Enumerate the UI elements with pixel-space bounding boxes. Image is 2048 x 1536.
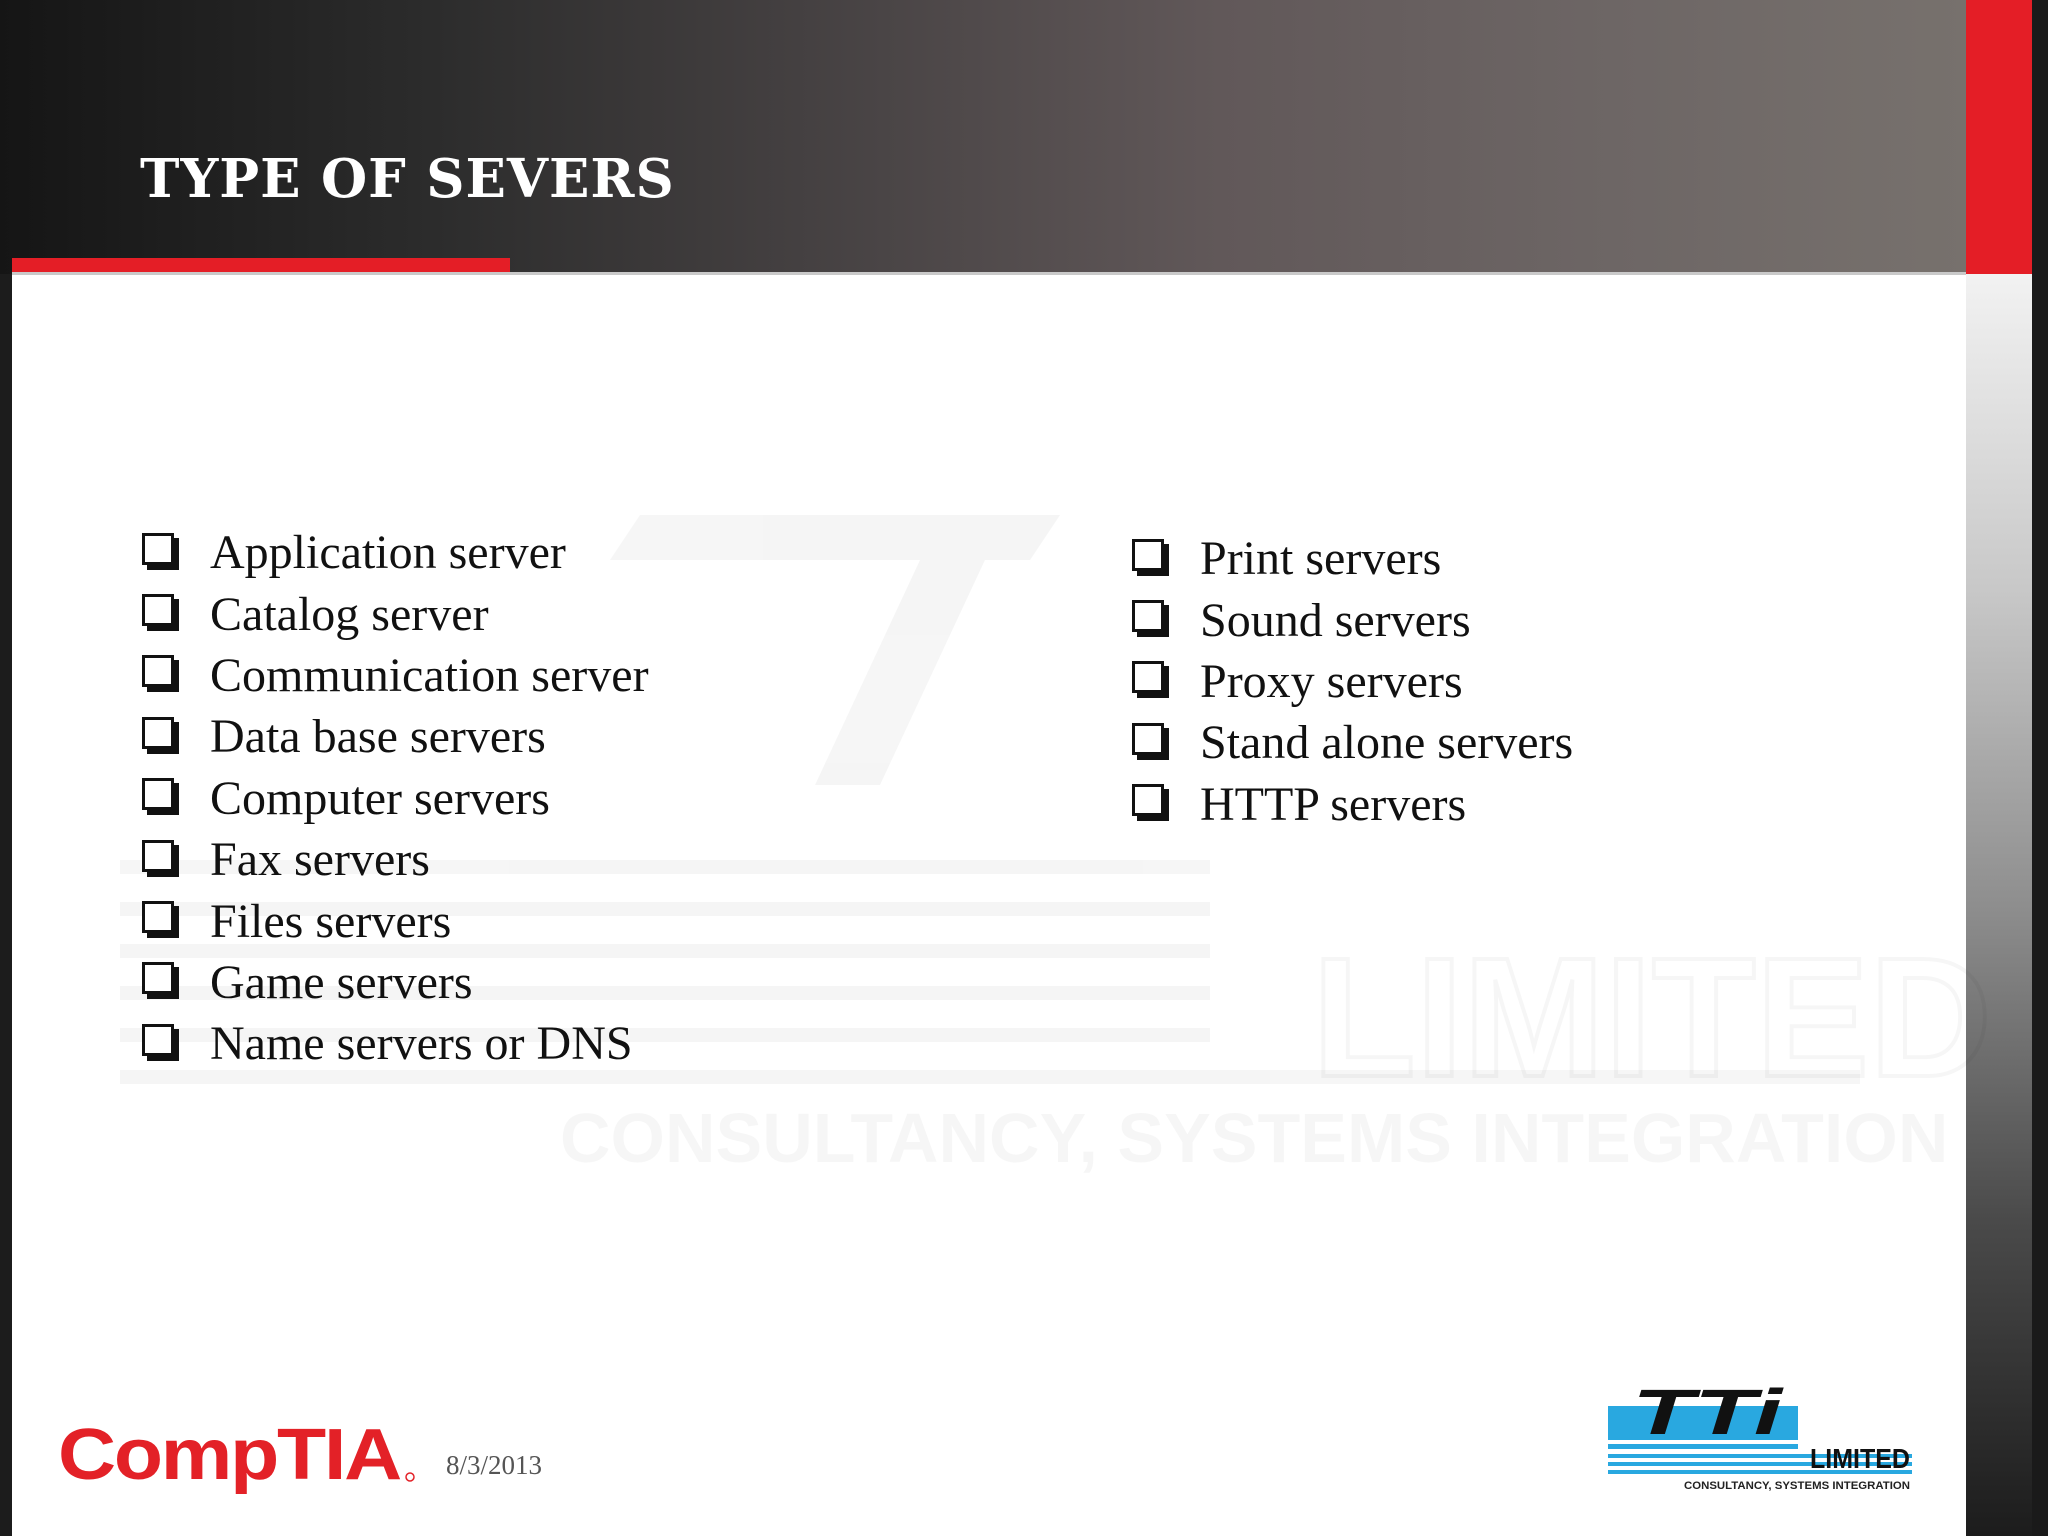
header-divider	[12, 272, 1966, 275]
list-item	[1132, 528, 1573, 589]
server-list-right	[1132, 528, 1573, 835]
list-item-label: Game servers	[210, 955, 473, 1009]
list-item	[142, 706, 649, 767]
list-item	[1132, 589, 1573, 650]
checkbox-icon	[142, 901, 174, 933]
comptia-logo	[58, 1415, 418, 1497]
checkbox-icon	[1132, 723, 1164, 755]
list-item	[142, 1013, 649, 1074]
checkbox-icon	[1132, 600, 1164, 632]
list-item	[142, 522, 649, 583]
right-gradient-bar	[1966, 274, 2032, 1536]
list-item	[142, 645, 649, 706]
list-item-label: Print servers	[1200, 532, 1442, 586]
comptia-logo-text: CompTIA	[58, 1415, 402, 1495]
list-item-label: Stand alone servers	[1200, 716, 1574, 770]
tti-limited-text: LIMITED	[1810, 1443, 1910, 1474]
slide-date: 8/3/2013	[446, 1450, 543, 1480]
checkbox-icon	[142, 533, 174, 565]
list-item	[142, 768, 649, 829]
list-item-label: Fax servers	[210, 833, 430, 887]
list-item-label: Computer servers	[210, 771, 550, 825]
list-item	[142, 952, 649, 1013]
checkbox-icon	[142, 594, 174, 626]
list-item	[1132, 712, 1573, 773]
tti-tagline: CONSULTANCY, SYSTEMS INTEGRATION	[1684, 1480, 1911, 1492]
right-red-bar	[1966, 0, 2032, 274]
checkbox-icon	[142, 1024, 174, 1056]
list-item	[142, 583, 649, 644]
checkbox-icon	[1132, 784, 1164, 816]
checkbox-icon	[142, 655, 174, 687]
list-item	[142, 829, 649, 890]
checkbox-icon	[142, 778, 174, 810]
list-item	[1132, 651, 1573, 712]
tti-logo-text: TTi	[1632, 1376, 1784, 1448]
checkbox-icon	[142, 717, 174, 749]
watermark-tagline: CONSULTANCY, SYSTEMS INTEGRATION	[560, 1099, 1949, 1177]
list-item	[142, 890, 649, 951]
checkbox-icon	[142, 962, 174, 994]
right-edge-bar	[2032, 0, 2048, 1536]
list-item-label: HTTP servers	[1200, 777, 1467, 831]
list-item-label: Sound servers	[1200, 593, 1471, 647]
list-item-label: Application server	[210, 526, 566, 580]
list-item-label: Name servers or DNS	[210, 1017, 633, 1071]
server-list-left	[142, 522, 649, 1075]
checkbox-icon	[1132, 661, 1164, 693]
watermark-limited: LIMITED	[1312, 923, 1992, 1113]
list-item-label: Files servers	[210, 894, 452, 948]
list-item-label: Communication server	[210, 648, 649, 702]
checkbox-icon	[142, 840, 174, 872]
header-red-accent	[12, 258, 510, 272]
header-band	[0, 0, 1966, 274]
list-item-label: Catalog server	[210, 587, 489, 641]
tti-logo	[1604, 1376, 1914, 1500]
list-item	[1132, 774, 1573, 835]
checkbox-icon	[1132, 539, 1164, 571]
slide-title: TYPE OF SEVERS	[140, 148, 675, 210]
list-item-label: Data base servers	[210, 710, 546, 764]
list-item-label: Proxy servers	[1200, 654, 1463, 708]
